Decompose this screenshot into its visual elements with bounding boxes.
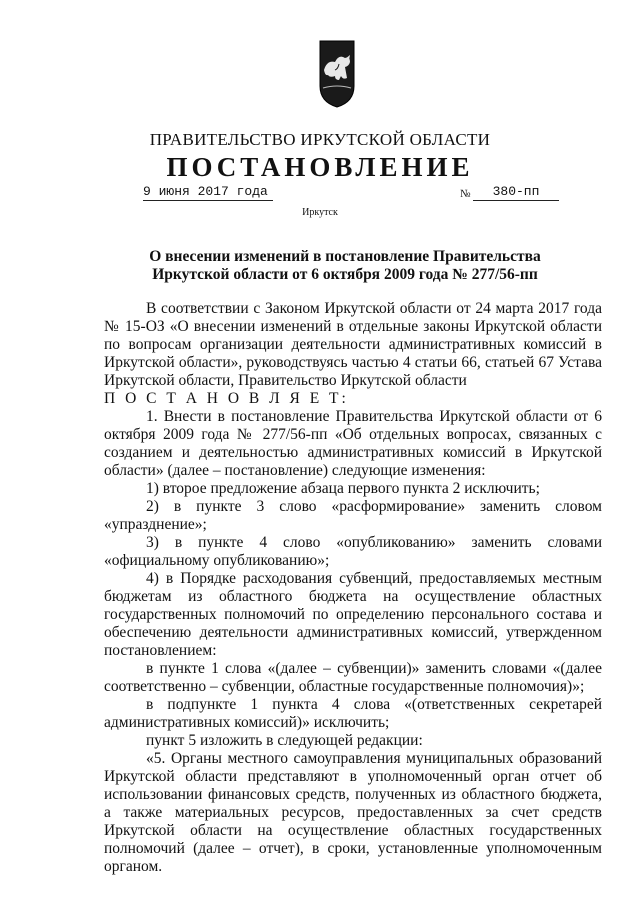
decree-body xyxy=(104,300,602,876)
number-sign: № xyxy=(460,188,471,200)
body-paragraph: в пункте 1 слова «(далее – субвенции)» заменить словами «(далее соответственно – субвенции, областные государственные полномочия)»; xyxy=(104,660,602,695)
decree-number: 380-пп xyxy=(473,184,559,201)
coat-of-arms-icon xyxy=(319,40,355,108)
body-paragraph: 3) в пункте 4 слово «опубликованию» заменить словами «официальному опубликованию»; xyxy=(104,534,602,569)
document-type: ПОСТАНОВЛЕНИЕ xyxy=(166,152,474,182)
body-paragraph: 1. Внести в постановление Правительства Иркутской области от 6 октября 2009 года № 277/56-пп «Об отдельных вопросах, связанных с созданием и деятельностью административных комиссий в Иркутской области» (далее – постановление) следующие изменения: xyxy=(104,408,602,479)
body-paragraph: 4) в Порядке расходования субвенций, предоставляемых местным бюджетам из областного бюджета на осуществление областных государственных полномочий по определению персонального состава и обеспечению деятельности административных комиссий, утвержденном постановлением: xyxy=(104,570,602,659)
body-paragraph: пункт 5 изложить в следующей редакции: xyxy=(146,732,423,749)
body-paragraph: «5. Органы местного самоуправления муниципальных образований Иркутской области представляют в уполномоченный орган отчет об использовании финансовых средств, полученных из областного бюджета, а также материальных ресурсов, предоставленных за счет средств Иркутской области на осуществление областных государственных полномочий (далее – отчет), в сроки, установленные уполномоченным органом. xyxy=(104,750,602,875)
decree-title: О внесении изменений в постановление Правительства Иркутской области от 6 октября 2009 года № 277/56-пп xyxy=(149,248,541,283)
body-paragraph: 2) в пункте 3 слово «расформирование» заменить словом «упразднение»; xyxy=(104,498,602,533)
body-paragraph: 1) второе предложение абзаца первого пункта 2 исключить; xyxy=(146,480,540,497)
resolves-heading: П О С Т А Н О В Л Я Е Т: xyxy=(104,390,349,407)
decree-date: 9 июня 2017 года xyxy=(143,184,273,201)
preamble-paragraph: В соответствии с Законом Иркутской области от 24 марта 2017 года № 15-ОЗ «О внесении изменений в отдельные законы Иркутской области по вопросам организации деятельности административных комиссий в Иркутской области», руководствуясь частью 4 статьи 66, статьей 67 Устава Иркутской области, Правительство Иркутской области xyxy=(104,300,602,389)
city-name: Иркутск xyxy=(302,207,338,218)
government-name: ПРАВИТЕЛЬСТВО ИРКУТСКОЙ ОБЛАСТИ xyxy=(149,130,491,149)
body-paragraph: в подпункте 1 пункта 4 слова «(ответственных секретарей административных комиссий)» исключить; xyxy=(104,696,602,731)
